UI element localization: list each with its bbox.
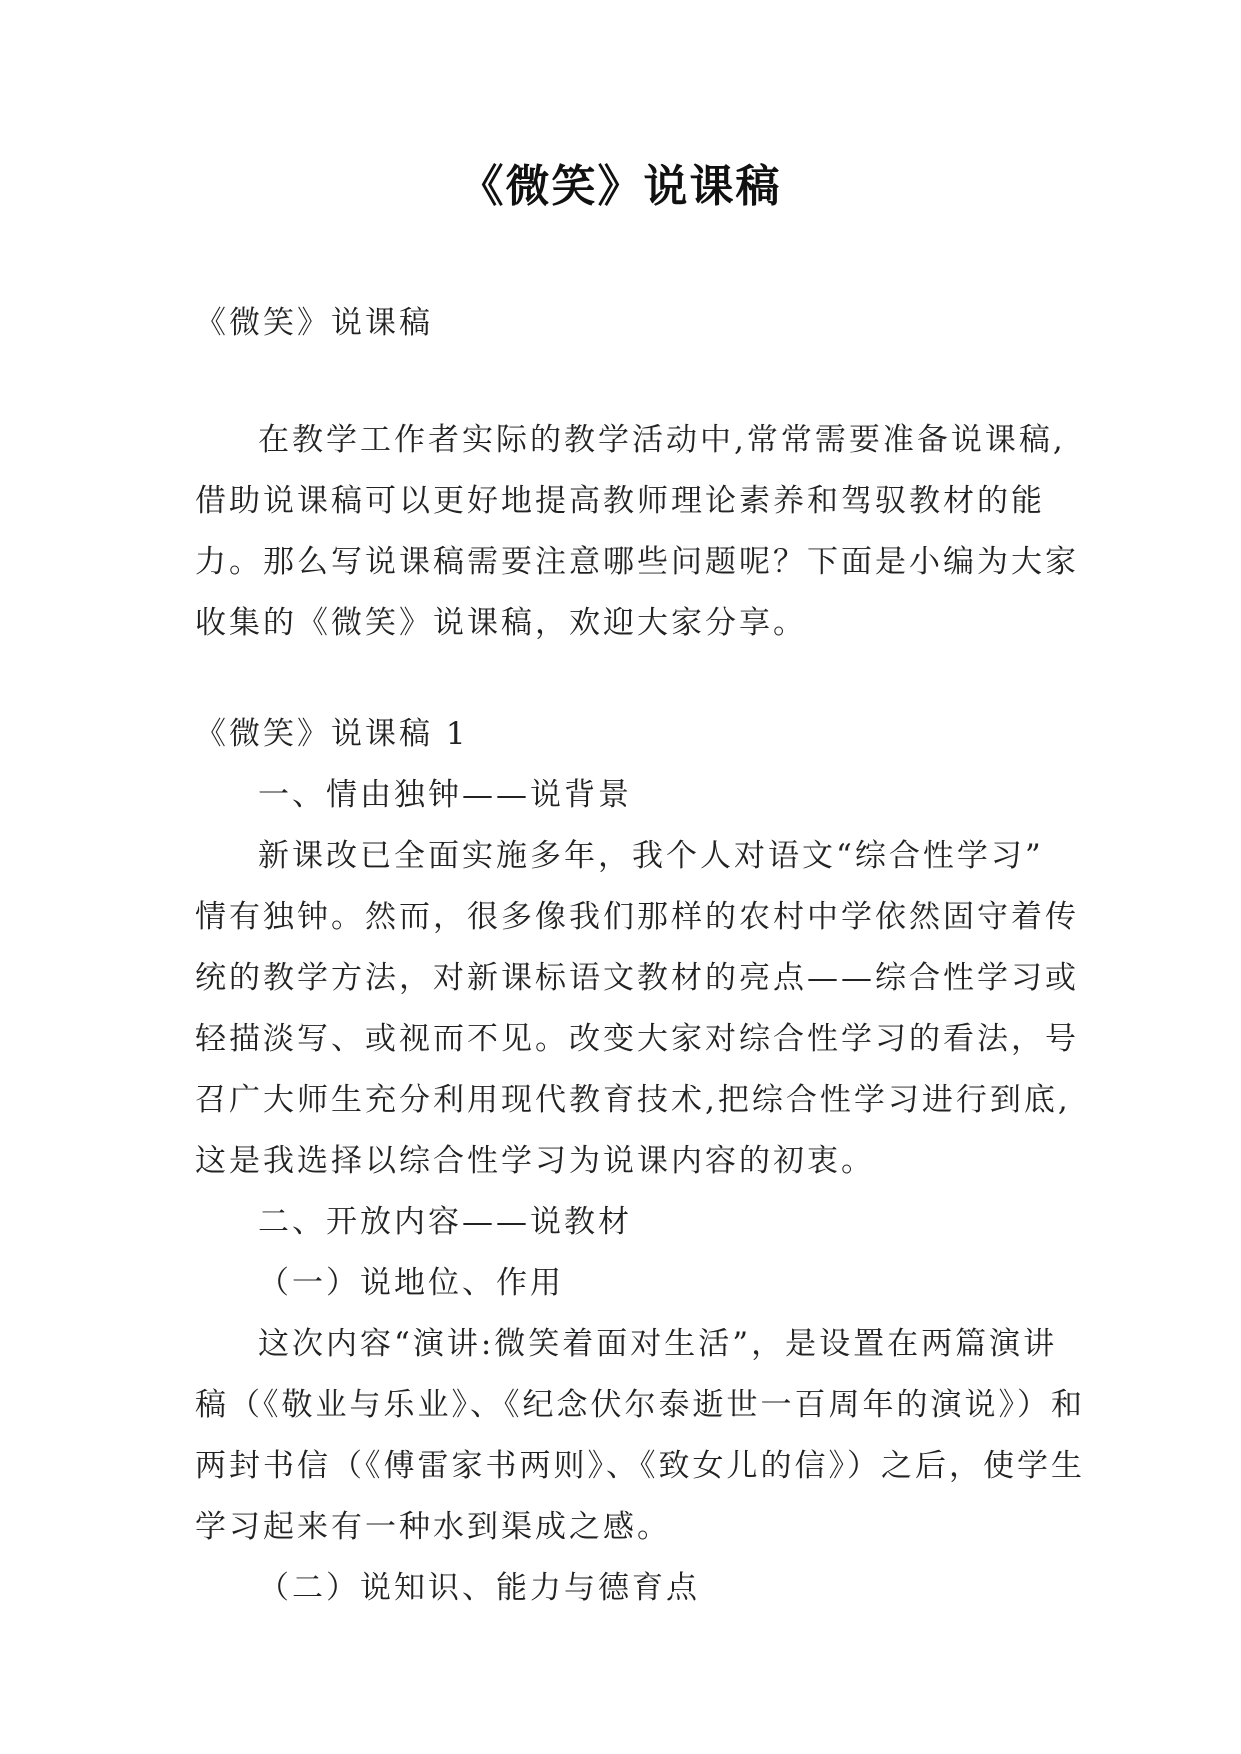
subheading-knowledge: （二）说知识、能力与德育点	[258, 1570, 700, 1606]
section-title: 《微笑》说课稿 1	[195, 716, 469, 752]
subtitle: 《微笑》说课稿	[195, 305, 433, 341]
paragraph-line: 轻描淡写、或视而不见。改变大家对综合性学习的看法，号	[195, 1021, 1079, 1057]
paragraph-line: 这次内容“演讲:微笑着面对生活”，是设置在两篇演讲	[258, 1326, 1058, 1362]
spacer	[195, 354, 1065, 410]
paragraph-line: 情有独钟。然而，很多像我们那样的农村中学依然固守着传	[195, 899, 1079, 935]
intro-line: 在教学工作者实际的教学活动中,常常需要准备说课稿,	[258, 422, 1066, 458]
heading-background: 一、情由独钟——说背景	[258, 777, 632, 813]
spacer	[195, 654, 1065, 704]
intro-line: 借助说课稿可以更好地提高教师理论素养和驾驭教材的能	[195, 483, 1045, 519]
intro-line: 收集的《微笑》说课稿，欢迎大家分享。	[195, 605, 807, 641]
paragraph-line: 两封书信（《傅雷家书两则》、《致女儿的信》）之后，使学生	[195, 1448, 1085, 1484]
paragraph-line: 新课改已全面实施多年，我个人对语文“综合性学习”	[258, 838, 1044, 874]
paragraph-line: 召广大师生充分利用现代教育技术,把综合性学习进行到底,	[195, 1082, 1071, 1118]
document-body	[195, 293, 1085, 1619]
intro-line: 力。那么写说课稿需要注意哪些问题呢？下面是小编为大家	[195, 544, 1079, 580]
document-title: 《微笑》说课稿	[459, 161, 782, 212]
paragraph-line: 学习起来有一种水到渠成之感。	[195, 1509, 671, 1545]
subheading-position: （一）说地位、作用	[258, 1265, 564, 1301]
heading-textbook: 二、开放内容——说教材	[258, 1204, 632, 1240]
paragraph-line: 稿（《敬业与乐业》、《纪念伏尔泰逝世一百周年的演说》）和	[195, 1387, 1085, 1423]
paragraph-line: 统的教学方法，对新课标语文教材的亮点——综合性学习或	[195, 960, 1079, 996]
paragraph-line: 这是我选择以综合性学习为说课内容的初衷。	[195, 1143, 875, 1179]
